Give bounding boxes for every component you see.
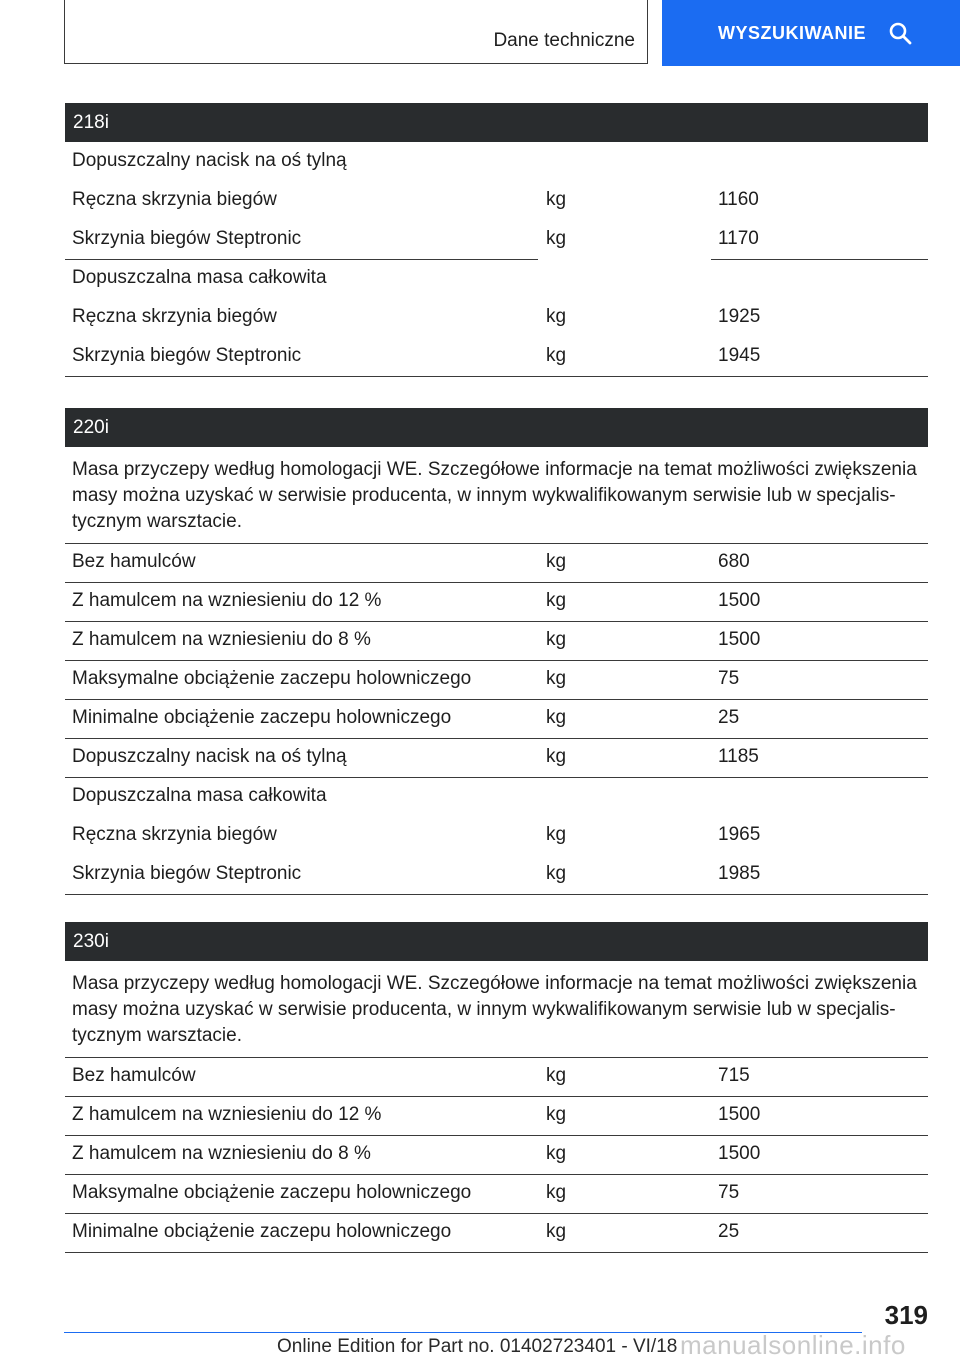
row-label: Ręczna skrzynia biegów [72, 824, 277, 845]
table-row [65, 1213, 928, 1252]
row-unit: kg [546, 1065, 567, 1086]
table-row [65, 337, 928, 376]
row-unit: kg [546, 1143, 567, 1164]
table-row [65, 738, 928, 777]
table-row [65, 142, 928, 181]
row-unit: kg [546, 1104, 567, 1125]
row-label: Ręczna skrzynia biegów [72, 189, 277, 210]
section-bottom-divider [65, 894, 928, 895]
row-value: 1925 [718, 306, 761, 327]
row-value: 25 [718, 707, 740, 728]
section-bottom-divider [65, 376, 928, 377]
table-row [65, 855, 928, 894]
table-row [65, 298, 928, 337]
table-row [65, 699, 928, 738]
row-divider [65, 259, 538, 260]
row-value: 1965 [718, 824, 761, 845]
row-value: 1985 [718, 863, 761, 884]
row-label: Dopuszczalny nacisk na oś tylną [72, 150, 347, 171]
row-value: 1500 [718, 1143, 761, 1164]
row-unit: kg [546, 345, 567, 366]
row-label: Z hamulcem na wzniesieniu do 12 % [72, 590, 382, 611]
table-row [65, 220, 928, 259]
search-button[interactable] [662, 0, 960, 66]
row-unit: kg [546, 189, 567, 210]
row-unit: kg [546, 1182, 567, 1203]
row-unit: kg [546, 746, 567, 767]
row-divider [711, 259, 928, 260]
section-note: Masa przyczepy według homologacji WE. Szczegółowe informacje na temat możliwości zwiększenia masy można uzyskać w serwisie producenta, w innym wykwalifikowanym serwisie lub w specjalistycznym warsztacie. [72, 973, 917, 1046]
row-label: Bez hamulców [72, 551, 196, 572]
section-230i [65, 922, 928, 1252]
row-value: 75 [718, 1182, 740, 1203]
row-unit: kg [546, 306, 567, 327]
section-note: Masa przyczepy według homologacji WE. Szczegółowe informacje na temat możliwości zwiększenia masy można uzyskać w serwisie producenta, w innym wykwalifikowanym serwisie lub w specjalistycznym warsztacie. [72, 459, 917, 532]
section-title: 218i [65, 103, 928, 142]
table-row [65, 259, 928, 298]
table-row [65, 1135, 928, 1174]
table-row [65, 1174, 928, 1213]
section-title: 220i [65, 408, 928, 447]
row-unit: kg [546, 551, 567, 572]
row-label: Minimalne obciążenie zaczepu holowniczego [72, 1221, 452, 1242]
header-title: Dane techniczne [493, 30, 635, 51]
section-218i [65, 103, 928, 376]
search-label: WYSZUKIWANIE [718, 22, 866, 43]
search-icon [888, 21, 912, 45]
row-label: Minimalne obciążenie zaczepu holowniczego [72, 707, 452, 728]
header-title-box [64, 0, 648, 64]
row-label: Dopuszczalny nacisk na oś tylną [72, 746, 347, 767]
row-unit: kg [546, 824, 567, 845]
row-value: 25 [718, 1221, 740, 1242]
row-unit: kg [546, 629, 567, 650]
table-row [65, 816, 928, 855]
section-title: 230i [65, 922, 928, 961]
section-220i [65, 408, 928, 894]
row-label: Z hamulcem na wzniesieniu do 12 % [72, 1104, 382, 1125]
row-value: 1500 [718, 629, 761, 650]
footer-watermark: manualsonline.info [680, 1330, 906, 1360]
row-label: Z hamulcem na wzniesieniu do 8 % [72, 629, 371, 650]
row-unit: kg [546, 228, 567, 249]
section-bottom-divider [65, 1252, 928, 1253]
table-row [65, 777, 928, 816]
row-unit: kg [546, 668, 567, 689]
row-label: Bez hamulców [72, 1065, 196, 1086]
row-label: Z hamulcem na wzniesieniu do 8 % [72, 1143, 371, 1164]
table-row [65, 1096, 928, 1135]
row-label: Maksymalne obciążenie zaczepu holowniczego [72, 1182, 472, 1203]
row-value: 1170 [718, 228, 759, 249]
table-row [65, 621, 928, 660]
row-unit: kg [546, 863, 567, 884]
row-unit: kg [546, 590, 567, 611]
row-label: Dopuszczalna masa całkowita [72, 785, 327, 806]
row-value: 680 [718, 551, 750, 572]
row-value: 1500 [718, 590, 761, 611]
row-label: Skrzynia biegów Steptronic [72, 345, 302, 366]
row-value: 1500 [718, 1104, 761, 1125]
row-label: Skrzynia biegów Steptronic [72, 863, 302, 884]
table-row [65, 582, 928, 621]
row-label: Maksymalne obciążenie zaczepu holowniczego [72, 668, 472, 689]
row-label: Dopuszczalna masa całkowita [72, 267, 327, 288]
table-row [65, 543, 928, 582]
row-value: 1185 [718, 746, 759, 767]
row-label: Skrzynia biegów Steptronic [72, 228, 302, 249]
row-value: 1160 [718, 189, 759, 210]
row-value: 715 [718, 1065, 750, 1086]
row-unit: kg [546, 707, 567, 728]
row-value: 1945 [718, 345, 761, 366]
row-value: 75 [718, 668, 740, 689]
footer-edition: Online Edition for Part no. 01402723401 - VI/18 [277, 1336, 678, 1357]
row-label: Ręczna skrzynia biegów [72, 306, 277, 327]
table-row [65, 660, 928, 699]
table-row [65, 1057, 928, 1096]
row-unit: kg [546, 1221, 567, 1242]
page-number: 319 [884, 1300, 928, 1330]
table-row [65, 181, 928, 220]
